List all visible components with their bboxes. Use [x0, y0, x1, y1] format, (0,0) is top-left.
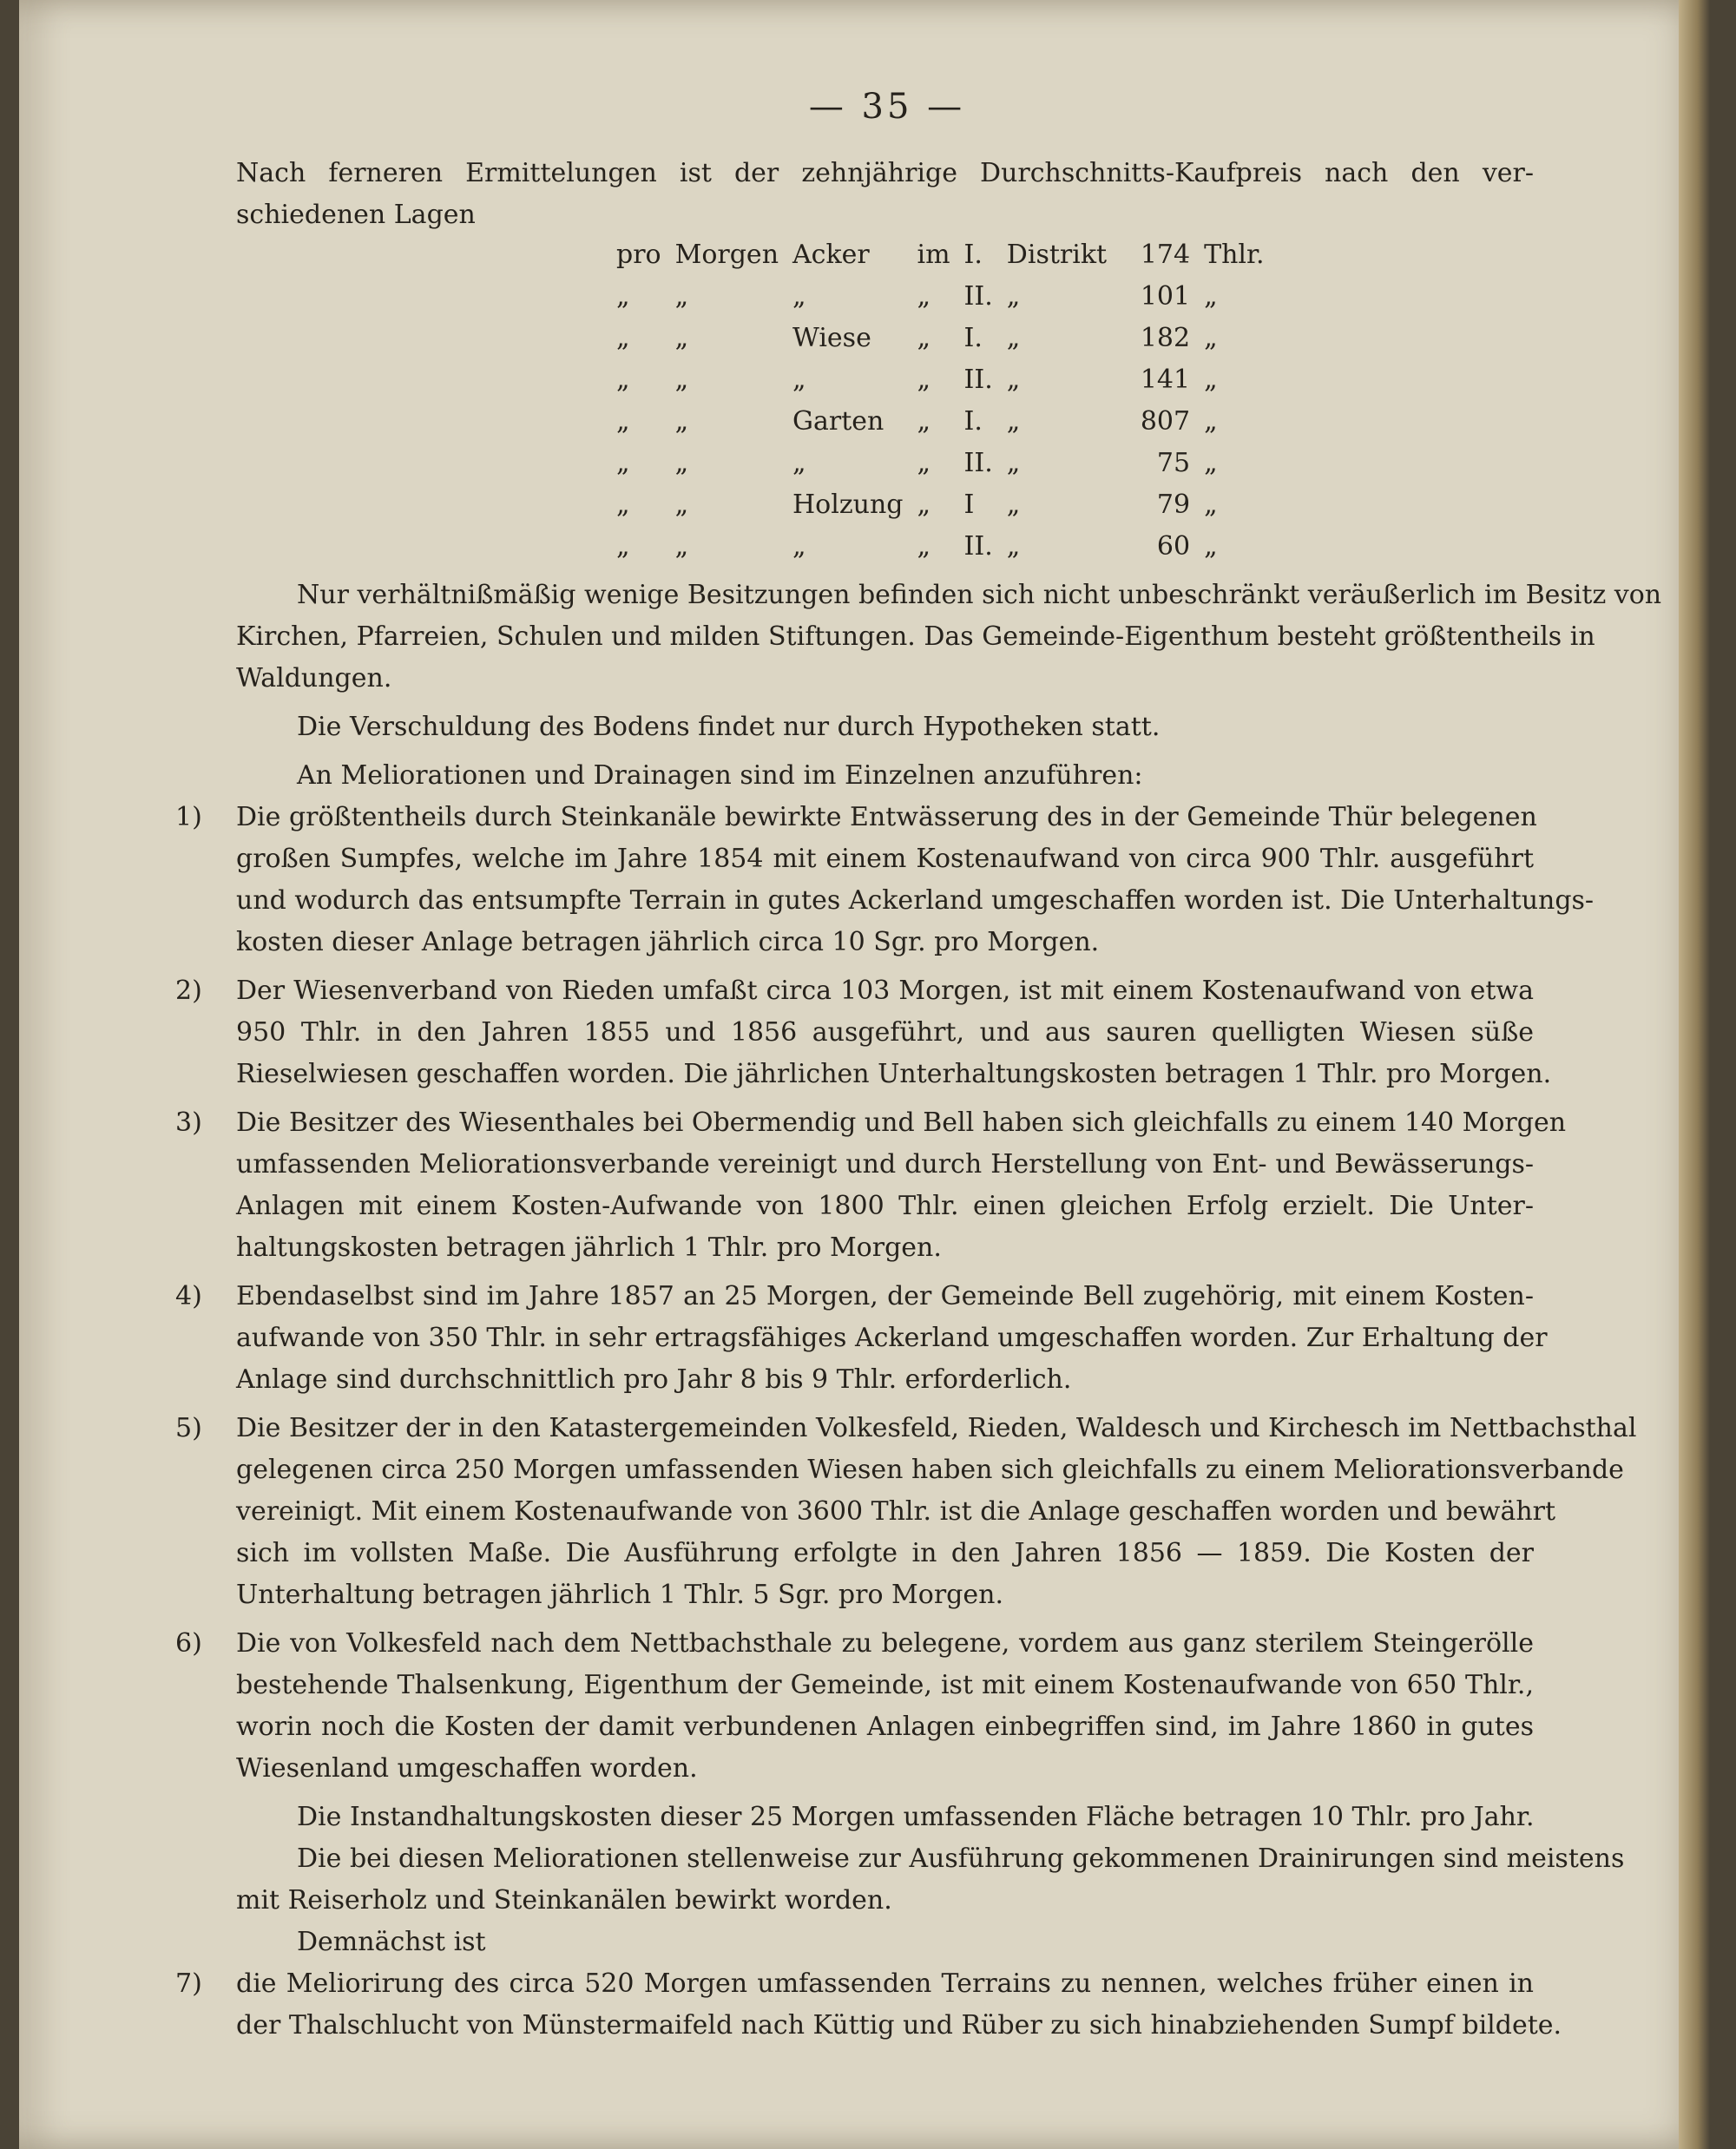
paragraph-line: Die bei diesen Meliorationen stellenweise zur Ausführung gekommenen Drainirungen sind meistens: [297, 1843, 1625, 1874]
item-line: bestehende Thalsenkung, Eigenthum der Gemeinde, ist mit einem Kostenaufwande von 650 Thlr.,: [236, 1670, 1534, 1700]
price-table-cell: „: [1204, 448, 1218, 478]
price-table-cell: „: [616, 531, 630, 562]
intro-line: Nach ferneren Ermittelungen ist der zehnjährige Durchschnitts-Kaufpreis nach den ver-: [236, 158, 1534, 188]
paragraph-line: Kirchen, Pfarreien, Schulen und milden Stiftungen. Das Gemeinde-Eigenthum besteht größtentheils in: [236, 621, 1595, 652]
item-line: und wodurch das entsumpfte Terrain in gutes Ackerland umgeschaffen worden ist. Die Unterhaltungs-: [236, 885, 1595, 916]
price-table-cell: „: [1204, 281, 1218, 312]
item-line: 950 Thlr. in den Jahren 1855 und 1856 ausgeführt, und aus sauren quelligten Wiesen süße: [236, 1017, 1534, 1048]
price-table-cell: „: [616, 323, 630, 353]
item-line: Anlagen mit einem Kosten-Aufwande von 1800 Thlr. einen gleichen Erfolg erzielt. Die Unter-: [236, 1191, 1534, 1221]
item-line: vereinigt. Mit einem Kostenaufwande von 3600 Thlr. ist die Anlage geschaffen worden und bewährt: [236, 1496, 1556, 1527]
item-number: 7): [175, 1968, 202, 1999]
price-table-cell: 182: [1140, 323, 1191, 353]
price-table-cell: 174: [1140, 240, 1191, 270]
item-line: Rieselwiesen geschaffen worden. Die jährlichen Unterhaltungskosten betragen 1 Thlr. pro Morgen.: [236, 1059, 1552, 1089]
price-table-cell: „: [1006, 323, 1021, 353]
melioration-list: [175, 797, 1637, 1797]
price-table-cell: II.: [963, 448, 993, 478]
item-number: 3): [175, 1107, 202, 1138]
price-table-cell: „: [674, 448, 689, 478]
paragraph-line: Nur verhältnißmäßig wenige Besitzungen befinden sich nicht unbeschränkt veräußerlich im Besitz von: [297, 580, 1662, 610]
price-table-cell: „: [674, 323, 689, 353]
price-table-cell: „: [792, 448, 806, 478]
price-table-cell: Wiese: [792, 323, 871, 353]
price-table-cell: „: [917, 323, 931, 353]
item-line: haltungskosten betragen jährlich 1 Thlr. pro Morgen.: [236, 1232, 942, 1263]
price-table-cell: 60: [1156, 531, 1191, 562]
item-line: Die Besitzer der in den Katastergemeinden Volkesfeld, Rieden, Waldesch und Kirchesch im Nettbachsthal: [236, 1413, 1637, 1443]
price-table-cell: 101: [1140, 281, 1191, 312]
paragraph-upkeep: Die Instandhaltungskosten dieser 25 Morgen umfassenden Fläche betragen 10 Thlr. pro Jahr.: [297, 1802, 1535, 1832]
price-table-cell: I.: [963, 323, 983, 353]
price-table-cell: Acker: [792, 240, 870, 270]
item-line: Die Besitzer des Wiesenthales bei Obermendig und Bell haben sich gleichfalls zu einem 140 Morgen: [236, 1107, 1567, 1138]
price-table-cell: „: [616, 448, 630, 478]
price-table-cell: „: [674, 365, 689, 395]
price-table-cell: Holzung: [792, 490, 904, 520]
price-table-cell: I.: [963, 406, 983, 437]
page-edge-shadow: [1679, 0, 1710, 2149]
price-table-cell: II.: [963, 531, 993, 562]
item-line: worin noch die Kosten der damit verbundenen Anlagen einbegriffen sind, im Jahre 1860 in gutes: [236, 1712, 1534, 1742]
price-table-cell: „: [1006, 365, 1021, 395]
list-item-5: [175, 1408, 1637, 1623]
price-table-cell: I.: [963, 240, 983, 270]
price-table-cell: „: [792, 281, 806, 312]
price-table-cell: „: [1006, 448, 1021, 478]
item-line: Unterhaltung betragen jährlich 1 Thlr. 5 Sgr. pro Morgen.: [236, 1580, 1003, 1610]
intro-line: schiedenen Lagen: [236, 200, 476, 230]
item-line: Die größtentheils durch Steinkanäle bewirkte Entwässerung des in der Gemeinde Thür belegenen: [236, 802, 1537, 832]
price-table-cell: „: [917, 365, 931, 395]
document-body: [175, 153, 1662, 2047]
price-table-cell: „: [917, 448, 931, 478]
price-table-cell: „: [1204, 531, 1218, 562]
price-table-cell: „: [1006, 281, 1021, 312]
list-item-1: [175, 797, 1595, 970]
item-line: sich im vollsten Maße. Die Ausführung erfolgte in den Jahren 1856 — 1859. Die Kosten der: [236, 1538, 1534, 1568]
item-line: Der Wiesenverband von Rieden umfaßt circa 103 Morgen, ist mit einem Kostenaufwand von etwa: [236, 976, 1534, 1006]
price-table-cell: 807: [1140, 406, 1191, 437]
price-table-cell: I: [963, 490, 975, 520]
item-line: der Thalschlucht von Münstermaifeld nach Küttig und Rüber zu sich hinabziehenden Sumpf bildete.: [236, 2010, 1562, 2041]
list-item-3: [175, 1102, 1567, 1276]
price-table-cell: „: [674, 406, 689, 437]
item-number: 1): [175, 802, 202, 832]
price-table-cell: „: [616, 406, 630, 437]
price-table-cell: „: [917, 490, 931, 520]
price-table-row: [609, 276, 1272, 318]
item-line: Ebendaselbst sind im Jahre 1857 an 25 Morgen, der Gemeinde Bell zugehörig, mit einem Kosten-: [236, 1281, 1534, 1311]
price-table-cell: „: [1204, 323, 1218, 353]
document-page: [19, 0, 1710, 2149]
price-table-cell: „: [1006, 531, 1021, 562]
item-number: 2): [175, 976, 202, 1006]
price-table-cell: „: [1204, 406, 1218, 437]
price-table-row: [609, 526, 1272, 568]
price-table-cell: „: [917, 281, 931, 312]
paragraph-debt: Die Verschuldung des Bodens findet nur durch Hypotheken statt.: [297, 712, 1161, 742]
price-table-cell: „: [792, 531, 806, 562]
price-table-cell: pro: [616, 240, 661, 270]
price-table-row: [609, 443, 1272, 484]
price-table-cell: 75: [1156, 448, 1191, 478]
list-item-6: [175, 1623, 1534, 1797]
price-table-cell: „: [1204, 490, 1218, 520]
item-line: Anlage sind durchschnittlich pro Jahr 8 bis 9 Thlr. erforderlich.: [236, 1364, 1072, 1395]
price-table-cell: Garten: [792, 406, 884, 437]
item-line: die Meliorirung des circa 520 Morgen umfassenden Terrains zu nennen, welches früher einen in: [236, 1968, 1534, 1999]
price-table-cell: „: [674, 281, 689, 312]
item-line: gelegenen circa 250 Morgen umfassenden Wiesen haben sich gleichfalls zu einem Meliorationsverbande: [236, 1455, 1624, 1485]
price-table-cell: II.: [963, 365, 993, 395]
price-table-cell: „: [792, 365, 806, 395]
price-table-cell: „: [616, 490, 630, 520]
price-table-cell: Morgen: [674, 240, 779, 270]
price-table-cell: „: [1006, 406, 1021, 437]
paragraph-next: Demnächst ist: [297, 1927, 486, 1957]
item-line: umfassenden Meliorationsverbande vereinigt und durch Herstellung von Ent- und Bewässerungs-: [236, 1149, 1534, 1180]
item-line: Wiesenland umgeschaffen worden.: [236, 1753, 698, 1784]
price-table-cell: „: [1204, 365, 1218, 395]
item-line: kosten dieser Anlage betragen jährlich circa 10 Sgr. pro Morgen.: [236, 927, 1100, 957]
paragraph-line: mit Reiserholz und Steinkanälen bewirkt worden.: [236, 1885, 892, 1916]
price-table-cell: „: [917, 531, 931, 562]
price-table-row: [609, 359, 1272, 401]
price-table-cell: „: [616, 281, 630, 312]
price-table-row: [609, 484, 1272, 526]
list-item-7: [175, 1963, 1562, 2047]
item-line: aufwande von 350 Thlr. in sehr ertragsfähiges Ackerland umgeschaffen worden. Zur Erhaltung der: [236, 1323, 1548, 1353]
list-item-4: [175, 1276, 1548, 1408]
price-table-cell: „: [616, 365, 630, 395]
price-table-row: [609, 234, 1272, 276]
price-table-row: [609, 401, 1272, 443]
price-table-cell: II.: [963, 281, 993, 312]
price-table-cell: im: [917, 240, 950, 270]
list-item-2: [175, 970, 1552, 1102]
paragraph-line: Waldungen.: [236, 663, 392, 693]
price-table-row: [609, 318, 1272, 359]
page-number: — 35 —: [808, 87, 966, 127]
price-table: [609, 234, 1272, 568]
price-table-cell: „: [674, 490, 689, 520]
price-table-cell: „: [674, 531, 689, 562]
price-table-cell: 141: [1140, 365, 1191, 395]
price-table-cell: Thlr.: [1204, 240, 1265, 270]
price-table-cell: 79: [1156, 490, 1191, 520]
price-table-cell: Distrikt: [1006, 240, 1108, 270]
item-line: Die von Volkesfeld nach dem Nettbachsthale zu belegene, vordem aus ganz sterilem Steingerölle: [236, 1628, 1534, 1659]
paragraph-melioration-intro: An Meliorationen und Drainagen sind im Einzelnen anzuführen:: [297, 760, 1143, 791]
price-table-cell: „: [917, 406, 931, 437]
item-number: 4): [175, 1281, 202, 1311]
item-line: großen Sumpfes, welche im Jahre 1854 mit einem Kostenaufwand von circa 900 Thlr. ausgeführt: [236, 844, 1534, 874]
item-number: 6): [175, 1628, 202, 1659]
item-number: 5): [175, 1413, 202, 1443]
price-table-cell: „: [1006, 490, 1021, 520]
